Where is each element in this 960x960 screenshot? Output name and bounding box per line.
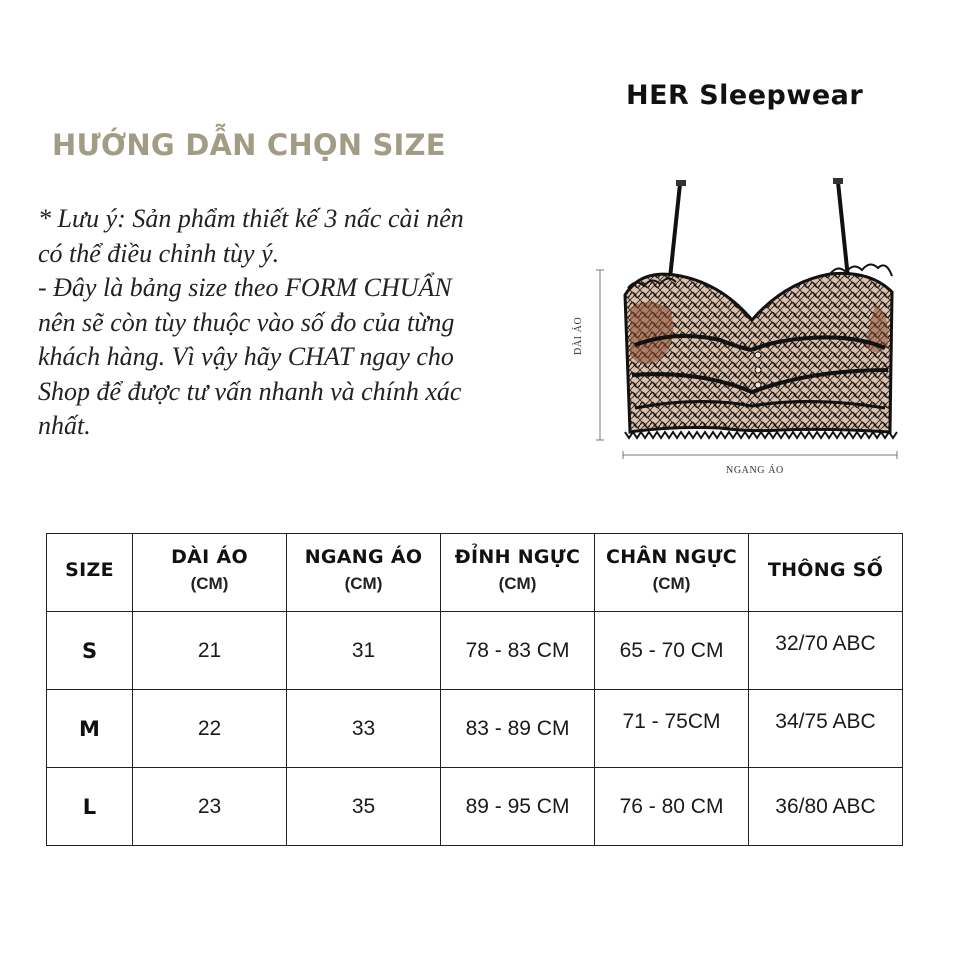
- table-row: [47, 768, 903, 846]
- length-cell: 22: [133, 690, 287, 768]
- width-cell: 35: [287, 768, 441, 846]
- underbust-cell: 65 - 70 CM: [595, 612, 749, 690]
- note-line: - Đây là bảng size theo FORM CHUẨN: [38, 273, 452, 302]
- note-line: * Lưu ý: Sản phẩm thiết kế 3 nấc cài nên: [38, 204, 464, 233]
- bust-cell: 89 - 95 CM: [441, 768, 595, 846]
- spec-cell: 32/70 ABC: [749, 612, 903, 690]
- table-row: [47, 612, 903, 690]
- bust-cell: 83 - 89 CM: [441, 690, 595, 768]
- table-header-row: [47, 534, 903, 612]
- note-line: nên sẽ còn tùy thuộc vào số đo của từng: [38, 307, 455, 337]
- spec-cell: 34/75 ABC: [749, 690, 903, 768]
- size-cell: L: [47, 768, 133, 846]
- note-line: khách hàng. Vì vậy hãy CHAT ngay cho: [38, 342, 454, 371]
- brand-logo: HER Sleepwear: [626, 80, 864, 111]
- width-cell: 31: [287, 612, 441, 690]
- spec-cell: 36/80 ABC: [749, 768, 903, 846]
- header-underbust: CHÂN NGỰC (CM): [595, 534, 749, 612]
- underbust-cell: 71 - 75CM: [595, 690, 749, 768]
- table-row: [47, 690, 903, 768]
- page-title: HƯỚNG DẪN CHỌN SIZE: [52, 128, 446, 162]
- size-note: [38, 202, 538, 444]
- note-line: nhất.: [38, 411, 91, 440]
- size-cell: M: [47, 690, 133, 768]
- underbust-cell: 76 - 80 CM: [595, 768, 749, 846]
- width-dimension-label: NGANG ÁO: [726, 465, 784, 476]
- length-dimension-label: DÀI ÁO: [573, 316, 584, 355]
- header-spec: THÔNG SỐ: [749, 534, 903, 612]
- header-width: NGANG ÁO (CM): [287, 534, 441, 612]
- note-line: có thể điều chỉnh tùy ý.: [38, 238, 280, 268]
- length-cell: 21: [133, 612, 287, 690]
- header-bust: ĐỈNH NGỰC (CM): [441, 534, 595, 612]
- size-cell: S: [47, 612, 133, 690]
- length-cell: 23: [133, 768, 287, 846]
- width-cell: 33: [287, 690, 441, 768]
- header-length: DÀI ÁO (CM): [133, 534, 287, 612]
- bust-cell: 78 - 83 CM: [441, 612, 595, 690]
- header-size: SIZE: [47, 534, 133, 612]
- product-image-bralette: [580, 170, 920, 490]
- note-line: Shop để được tư vấn nhanh và chính xác: [38, 376, 462, 406]
- size-table: [46, 533, 903, 846]
